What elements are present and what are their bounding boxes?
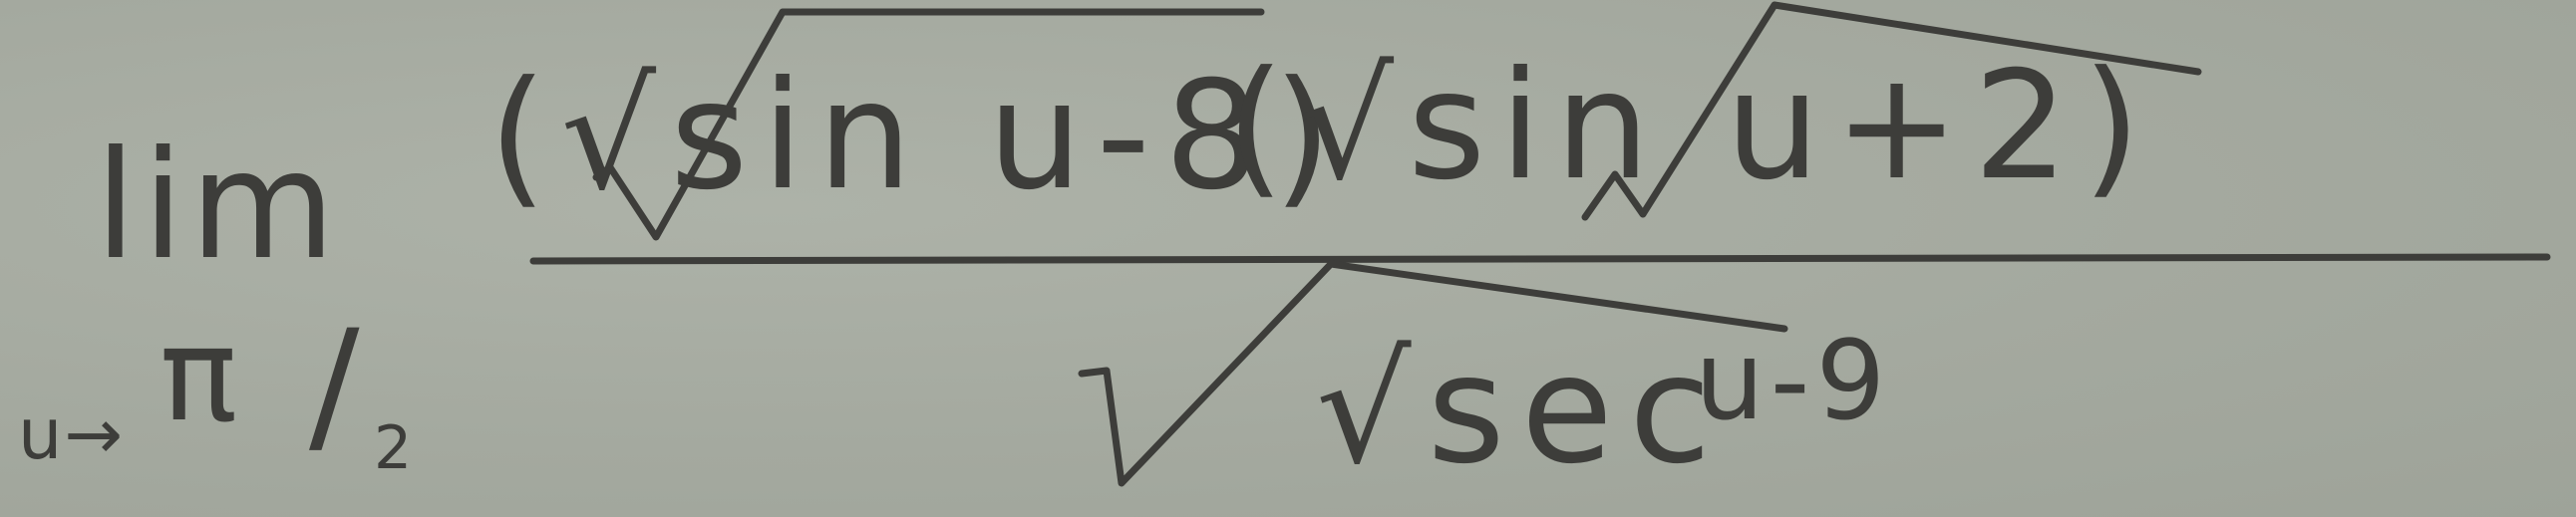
- limit-word: lim: [95, 120, 342, 293]
- numerator-factor-2: (√sin u+2): [1226, 40, 2155, 213]
- limit-target-pi: π: [160, 299, 248, 450]
- limit-target-slash: /: [309, 299, 370, 472]
- denominator-sec: √sec: [1316, 324, 1728, 497]
- limit-variable-arrow: u→: [18, 393, 126, 475]
- denominator-exponent: u-9: [1695, 317, 1892, 444]
- limit-target-two: 2: [374, 413, 423, 483]
- numerator-factor-1: (√sin u-8): [488, 50, 1346, 223]
- fraction-bar: [533, 257, 2547, 261]
